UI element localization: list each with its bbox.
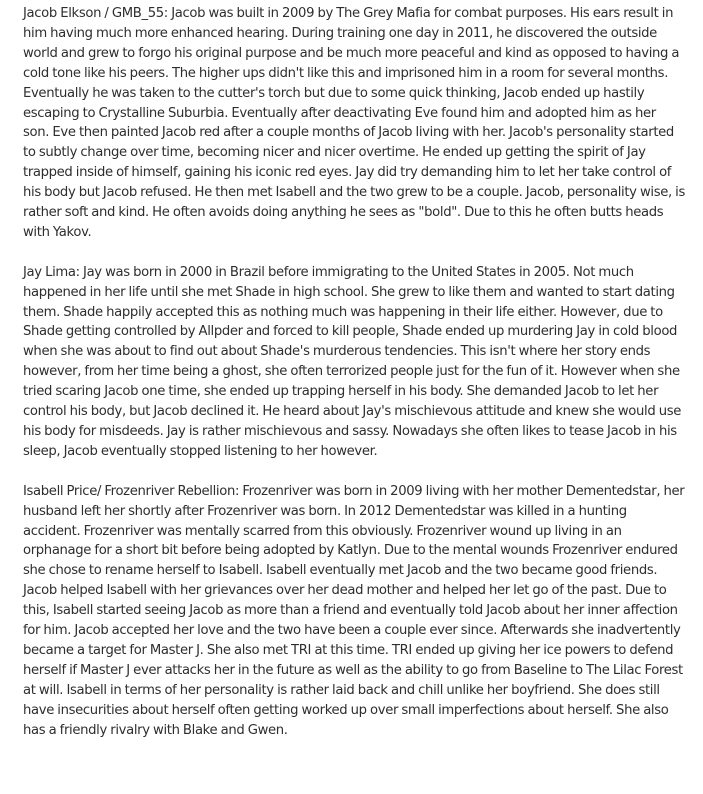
- paragraph-jay-lima: Jay Lima: Jay was born in 2000 in Brazil before immigrating to the United States in 2005. Not much happened in her life until she met Shade in high school. She grew to like them and wanted to start dating them. Shade happily accepted this as nothing much was happening in their life either. However, due to Shade getting controlled by Allpder and forced to kill people, Shade ended up murdering Jay in cold blood when she was about to find out about Shade's murderous tendencies. This isn't where her story ends however, from her time being a ghost, she often terrorized people just for the fun of it. However when she tried scaring Jacob one time, she ended up trapping herself in his body. She demanded Jacob to let her control his body, but Jacob declined it. He heard about Jay's mischievous attitude and knew she would use his body for misdeeds. Jay is rather mischievous and sassy. Nowadays she often likes to tease Jacob in his sleep, Jacob eventually stopped listening to her however.: [23, 264, 681, 459]
- document-body: [23, 4, 685, 741]
- paragraph-isabell-price: Isabell Price/ Frozenriver Rebellion: Frozenriver was born in 2009 living with her mother Dementedstar, her husband left her shortly after Frozenriver was born. In 2012 Dementedstar was killed in a hunting accident. Frozenriver was mentally scarred from this obviously. Frozenriver wound up living in an orphanage for a short bit before being adopted by Katlyn. Due to the mental wounds Frozenriver endured she chose to rename herself to Isabell. Isabell eventually met Jacob and the two became good friends. Jacob helped Isabell with her grievances over her dead mother and helped her let go of the past. Due to this, Isabell started seeing Jacob as more than a friend and eventually told Jacob about her inner affection for him. Jacob accepted her love and the two have been a couple ever since. Afterwards she inadvertently became a target for Master J. She also met TRI at this time. TRI ended up giving her ice powers to defend herself if Master J ever attacks her in the future as well as the ability to go from Baseline to The Lilac Forest at will. Isabell in terms of her personality is rather laid back and chill unlike her boyfriend. She does still have insecurities about herself often getting worked up over small imperfections about herself. She also has a friendly rivalry with Blake and Gwen.: [23, 483, 685, 738]
- paragraph-jacob-elkson: Jacob Elkson / GMB_55: Jacob was built in 2009 by The Grey Mafia for combat purposes. His ears result in him having much more enhanced hearing. During training one day in 2011, he discovered the outside world and grew to forgo his original purpose and be much more peaceful and kind as opposed to having a cold tone like his peers. The higher ups didn't like this and imprisoned him in a room for several months. Eventually he was taken to the cutter's torch but due to some quick thinking, Jacob ended up hastily escaping to Crystalline Suburbia. Eventually after deactivating Eve found him and adopted him as her son. Eve then painted Jacob red after a couple months of Jacob living with her. Jacob's personality started to subtly change over time, becoming nicer and nicer overtime. He ended up getting the spirit of Jay trapped inside of himself, gaining his iconic red eyes. Jay did try demanding him to let her take control of his body but Jacob refused. He then met Isabell and the two grew to be a couple. Jacob, personality wise, is rather soft and kind. He often avoids doing anything he sees as "bold". Due to this he often butts heads with Yakov.: [23, 6, 686, 240]
